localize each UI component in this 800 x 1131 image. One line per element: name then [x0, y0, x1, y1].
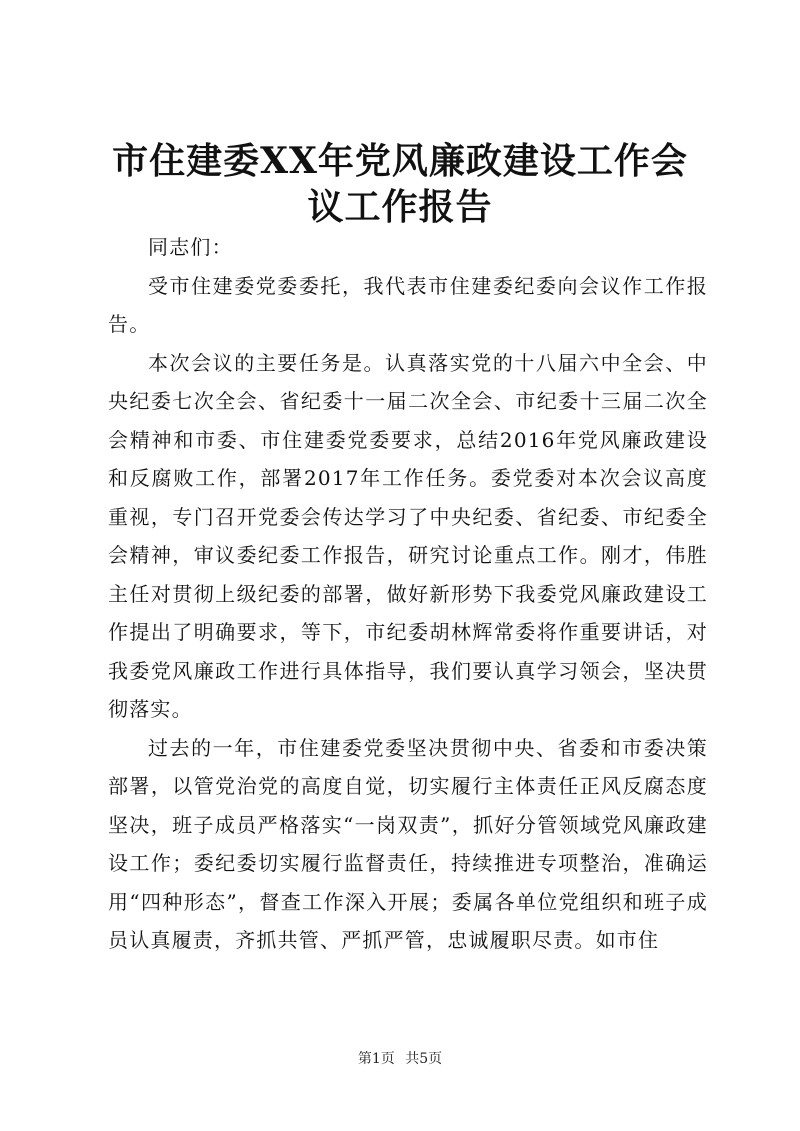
paragraph-2: 本次会议的主要任务是。认真落实党的十八届六中全会、中央纪委七次全会、省纪委十一届二次全会、市纪委十三届二次全会精神和市委、市住建委党委要求，总结2016年党风廉政建设和反腐败工作，部署2017年工作任务。委党委对本次会议高度重视，专门召开党委会传达学习了中央纪委、省纪委、市纪委全会精神，审议委纪委工作报告，研究讨论重点工作。刚才，伟胜主任对贯彻上级纪委的部署，做好新形势下我委党风廉政建设工作提出了明确要求，等下，市纪委胡林辉常委将作重要讲话，对我委党风廉政工作进行具体指导，我们要认真学习领会，坚决贯彻落实。 [108, 350, 708, 721]
document-title: 市住建委XX年党风廉政建设工作会议工作报告 [112, 140, 688, 228]
page-total: 共5页 [405, 1051, 443, 1067]
salutation: 同志们： [148, 235, 233, 259]
paragraph-3: 过去的一年，市住建委党委坚决贯彻中央、省委和市委决策部署，以管党治党的高度自觉，切实履行主体责任正风反腐态度坚决，班子成员严格落实“一岗双责”，抓好分管领域党风廉政建设工作；委纪委切实履行监督责任，持续推进专项整治，准确运用“四种形态”，督查工作深入开展；委属各单位党组织和班子成员认真履责，齐抓共管、严抓严管，忠诚履职尽责。如市住 [108, 735, 708, 952]
page-number: 第1页 [357, 1051, 395, 1067]
paragraph-1: 受市住建委党委委托，我代表市住建委纪委向会议作工作报告。 [108, 273, 708, 336]
document-body [108, 228, 708, 960]
page-footer [0, 1048, 800, 1068]
